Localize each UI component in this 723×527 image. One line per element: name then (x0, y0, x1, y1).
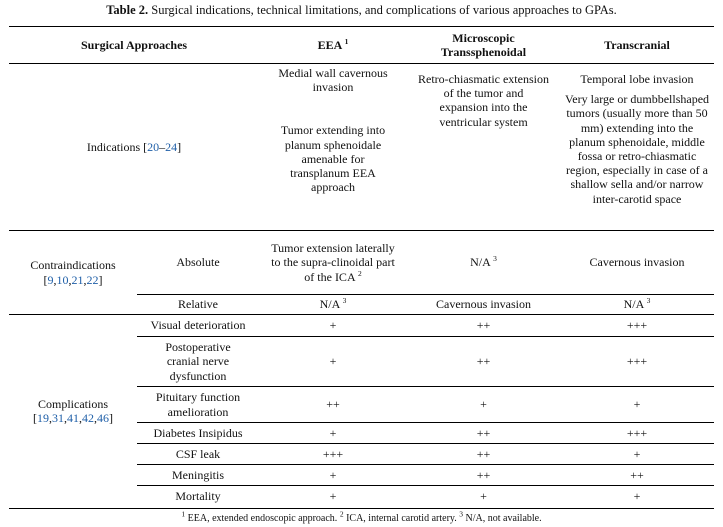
header-eea-label: EEA (317, 37, 342, 52)
complication-name: Meningitis (137, 465, 259, 486)
contra-relative-trans (560, 295, 714, 315)
comp-refs-open: [ (33, 410, 37, 425)
complications-label-text: Complications (38, 396, 108, 411)
header-row (9, 27, 714, 64)
indications-label-text: Indications [ (86, 139, 148, 154)
indications-close: ] (177, 139, 182, 154)
header-microscopic (407, 27, 560, 64)
complication-trans: +++ (626, 318, 648, 333)
complication-eea: +++ (259, 444, 407, 465)
footnote-text-1: EEA, extended endoscopic approach. (187, 513, 338, 524)
contraindications-label: Contraindications [9,10,21,22] (30, 258, 116, 287)
header-micro-line1: Microscopic (452, 30, 515, 45)
header-micro-line2: Transsphenoidal (440, 45, 527, 59)
indications-label (9, 64, 259, 231)
indications-micro-text: Retro-chiasmatic extension of the tumor and expansion into the ventricular system (418, 72, 549, 129)
complication-micro: ++ (407, 337, 560, 387)
complication-eea: + (329, 318, 337, 333)
ref-link-21[interactable]: 21 (71, 272, 84, 287)
ref-link-19[interactable]: 19 (37, 410, 49, 425)
complication-micro: ++ (407, 465, 560, 486)
ref-link-42[interactable]: 42 (82, 410, 94, 425)
indications-row (9, 64, 714, 231)
header-eea (259, 27, 407, 64)
contra-refs-close: ] (98, 272, 103, 287)
caption-text: Surgical indications, technical limitations, and complications of various approaches to GPAs. (151, 3, 617, 17)
complication-trans: +++ (560, 337, 714, 387)
ref-link-20[interactable]: 20 (147, 139, 160, 154)
contra-absolute-trans: Cavernous invasion (589, 255, 685, 270)
comp-refs-close: ] (109, 410, 113, 425)
complication-trans: + (560, 387, 714, 423)
ref-link-24[interactable]: 24 (165, 139, 178, 154)
contra-relative-micro: Cavernous invasion (407, 295, 560, 315)
approaches-table (9, 26, 714, 507)
complication-name: Postoperative cranial nerve dysfunction (137, 337, 259, 387)
contra-absolute-eea (259, 231, 407, 295)
footnote-text-2: ICA, internal carotid artery. (346, 513, 457, 524)
header-eea-sup: 1 (344, 36, 349, 46)
contra-absolute-micro (407, 231, 560, 295)
footnote-text-3: N/A, not available. (465, 513, 542, 524)
ref-link-41[interactable]: 41 (67, 410, 79, 425)
ref-link-10[interactable]: 10 (56, 272, 69, 287)
caption-label: Table 2. (106, 3, 149, 17)
contra-absolute-micro-text: N/A (470, 255, 491, 270)
complication-eea: + (259, 337, 407, 387)
contra-absolute-row (9, 231, 714, 295)
complication-trans: + (560, 444, 714, 465)
contra-relative-trans-text: N/A (623, 297, 644, 312)
contra-relative-eea-text: N/A (319, 297, 340, 312)
complication-name: Diabetes Insipidus (137, 423, 259, 444)
complication-name: Pituitary function amelioration (137, 387, 259, 423)
ref-link-46[interactable]: 46 (97, 410, 109, 425)
complication-eea: + (259, 465, 407, 486)
footnote-sup-3: 3 (459, 509, 464, 519)
complication-micro: ++ (476, 318, 491, 333)
indications-eea (259, 64, 407, 231)
ref-link-31[interactable]: 31 (52, 410, 64, 425)
contra-absolute-eea-text: Tumor extension laterally to the supra-clinoidal part of the ICA (271, 241, 395, 284)
complication-micro: ++ (407, 423, 560, 444)
contra-relative-trans-sup: 3 (646, 296, 651, 306)
indications-micro (407, 64, 560, 231)
table-caption (0, 3, 723, 18)
complication-trans: + (560, 486, 714, 507)
footnote-sup-2: 2 (339, 509, 344, 519)
complication-name: Mortality (137, 486, 259, 507)
contra-absolute-micro-sup: 3 (493, 254, 497, 264)
ref-link-22[interactable]: 22 (86, 272, 99, 287)
complication-name: CSF leak (137, 444, 259, 465)
indications-dash: – (159, 139, 166, 154)
indications-trans (560, 64, 714, 231)
footnote-sup-1: 1 (181, 509, 186, 519)
contra-absolute-label: Absolute (176, 255, 220, 270)
contra-absolute-eea-sup: 2 (357, 268, 362, 278)
complication-trans: ++ (560, 465, 714, 486)
indications-eea-2: Tumor extending into planum sphenoidale amenable for transplanum EEA approach (280, 123, 386, 195)
complication-micro: + (407, 387, 560, 423)
indications-trans-2: Very large or dumbbellshaped tumors (usually more than 50 mm) extending into the planum sphenoidale, middle fossa or retro-chiasmatic region, especially in case of a shallow sella and/or narrow inter-carotid space (564, 92, 710, 206)
contra-label-text: Contraindications (30, 258, 116, 273)
indications-trans-1: Temporal lobe invasion (580, 72, 694, 86)
contra-relative-label: Relative (137, 295, 259, 315)
contra-refs-open: [ (43, 272, 48, 287)
complication-name: Visual deterioration (150, 318, 246, 333)
ref-link-9[interactable]: 9 (47, 272, 54, 287)
contra-relative-eea-sup: 3 (342, 296, 347, 306)
complication-eea: + (259, 423, 407, 444)
table-footnote (0, 509, 723, 524)
indications-eea-1: Medial wall cavernous invasion (278, 66, 388, 95)
complications-label: Complications [19,31,41,42,46] (33, 396, 113, 425)
complication-eea: + (259, 486, 407, 507)
complication-eea: ++ (259, 387, 407, 423)
contra-relative-eea (259, 295, 407, 315)
table-bottom-rule (9, 508, 714, 509)
complication-trans: +++ (560, 423, 714, 444)
header-transcranial: Transcranial (604, 37, 670, 52)
complication-micro: + (407, 486, 560, 507)
complication-micro: ++ (407, 444, 560, 465)
header-approaches: Surgical Approaches (80, 37, 188, 52)
table-row (9, 315, 714, 337)
